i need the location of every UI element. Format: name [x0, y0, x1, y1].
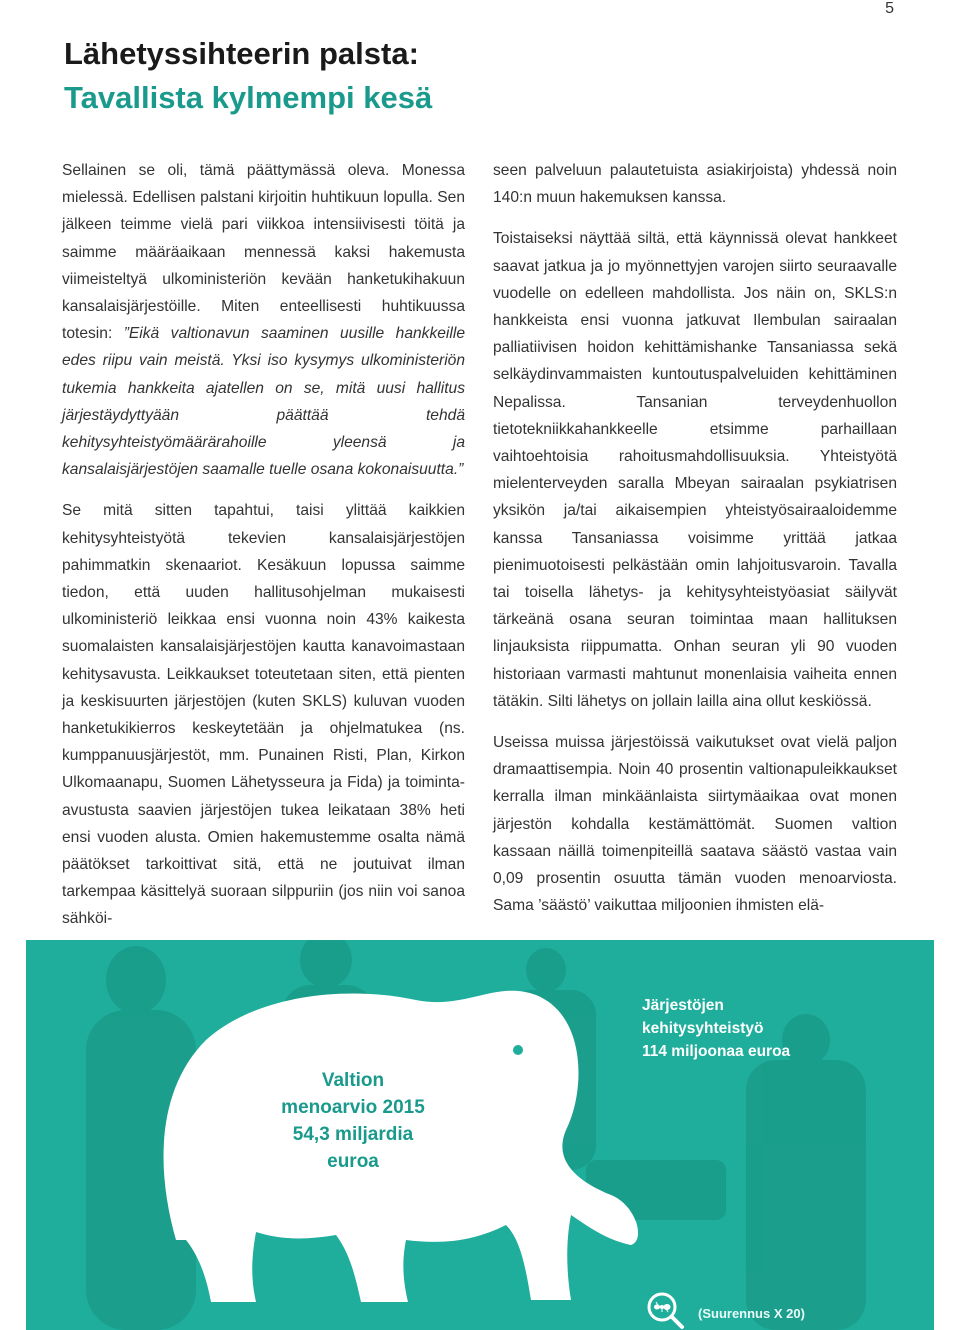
state-budget-line: menoarvio 2015: [281, 1097, 425, 1118]
article-title: Tavallista kylmempi kesä: [64, 80, 433, 115]
paragraph: [62, 157, 465, 483]
state-budget-line: euroa: [327, 1151, 379, 1172]
right-column: [493, 157, 897, 919]
org-aid-label: [642, 994, 862, 1063]
paragraph: Useissa muissa järjestöissä vaikutukset ovat vielä paljon dramaattisempia. Noin 40 prosentin valtionapuleikkaukset kerralla ilman minkäänlaista siirtymäaikaa ovat monen järjestön kohdalla kestämättömät. Suomen valtion kassaan näillä toimenpiteillä saatava säästö vastaa vain 0,09 prosentin osuutta tämän vuoden menoarviosta. Sama ’säästö’ vaikuttaa miljoonien ihmisten elä-: [493, 734, 897, 915]
infographic: [26, 940, 934, 1330]
quote-text: ”Eikä valtionavun saaminen uusille hankkeille edes riipu vain meistä. Yksi iso kysymys ulkoministeriön tukemia hankkeita ajatellen on se, mitä uusi hallitus järjestäydyttyään päättää tehdä kehitysyhteistyömäärärahoille yleensä ja kansalaisjärjestöjen saamalle tuelle osana kokonaisuutta.”: [62, 325, 465, 479]
org-aid-line: 114 miljoonaa euroa: [642, 1043, 791, 1060]
org-aid-line: kehitysyhteistyö: [642, 1020, 764, 1037]
paragraph: Se mitä sitten tapahtui, taisi ylittää kaikkien kehitysyhteistyötä tekevien kansalaisjärjestöjen pahimmatkin skenaariot. Kesäkuun lopussa saimme tiedon, että uuden hallitusohjelman mukaisesti ulkoministeriö leikkaa ensi vuonna noin 43% kaikesta suomalaisten kansalaisjärjestöjen kautta kanavoimastaan kehitysavusta. Leikkaukset toteutetaan siten, että pienten ja keskisuurten järjestöjen (kuten SKLS) kuluvan vuoden hanketukikierros keskeytetään ja ohjelmatukea (ns. kumppanuusjärjestöt, mm. Punainen Risti, Plan, Kirkon Ulkomaanapu, Suomen Lähetysseura ja Fida) ja toiminta-avustusta saavien järjestöjen tukea leikataan 38% heti ensi vuoden alusta. Omien hakemustemme osalta nämä päätökset tarkoittivat sitä, että ne joutuivat ilman tarkempaa käsittelyä suoraan silppuriin (jos niin voi sanoa sähköi-: [62, 502, 465, 928]
magnifier-ant-icon: [645, 1290, 685, 1330]
state-budget-line: 54,3 miljardia: [292, 1124, 414, 1145]
page-number: 5: [885, 0, 894, 17]
state-budget-label: [238, 1067, 468, 1175]
article-heading: [64, 32, 764, 120]
state-budget-line: Valtion: [321, 1070, 385, 1091]
org-aid-line: Järjestöjen: [642, 997, 724, 1014]
zoom-note: (Suurennus X 20): [698, 1306, 805, 1321]
paragraph: seen palveluun palautetuista asiakirjoista) yhdessä noin 140:n muun hakemuksen kanssa.: [493, 162, 897, 207]
elephant-eye: [513, 1045, 523, 1055]
left-column: [62, 157, 465, 933]
column-kicker: Lähetyssihteerin palsta:: [64, 36, 419, 71]
paragraph-text: Sellainen se oli, tämä päättymässä oleva. Monessa mielessä. Edellisen palstani kirjoitin huhtikuun lopulla. Sen jälkeen teimme vielä pari viikkoa intensiivisesti töitä ja saimme määräaikaan mennessä kaksi hakemusta viimeisteltyä ulkoministeriön kevään hanketukihakuun kansalaisjärjestöille. Miten enteellisesti huhtikuussa totesin:: [62, 162, 465, 343]
paragraph: Toistaiseksi näyttää siltä, että käynnissä olevat hankkeet saavat jatkua ja jo myönnettyjen varojen siirto seuraavalle vuodelle on edelleen mahdollista. Jos näin on, SKLS:n hankkeista ensi vuonna jatkuvat Ilembulan sairaalan palliatiivisen hoidon kehittämishanke Tansaniassa sekä selkäydinvammaisten kuntoutuspalveluiden kehittäminen Nepalissa. Tansanian terveydenhuollon tietotekniikkahankkeelle etsimme parhaillaan vaihtoehtoisia rahoitusmahdollisuuksia. Yhteistyötä mielenterveyden saralla Mbeyan sairaalan psykiatrisen yksikön ja/tai aikaisempien yhteistyösairaaloidemme kanssa Tansaniassa voisimme yrittää jatkaa pienimuotoisesti pelkästään omin lahjoitusvaroin. Tavalla tai toisella lähetys- ja kehitysyhteistyöasiat säilyvät tärkeänä osana seuran toimintaa maan hallituksen linjauksista riippumatta. Onhan seuran yli 90 vuoden historiaan varmasti mahtunut monenlaisia vaiheita ennen tätäkin. Silti lähetys on jollain lailla aina ollut keskiössä.: [493, 230, 897, 710]
